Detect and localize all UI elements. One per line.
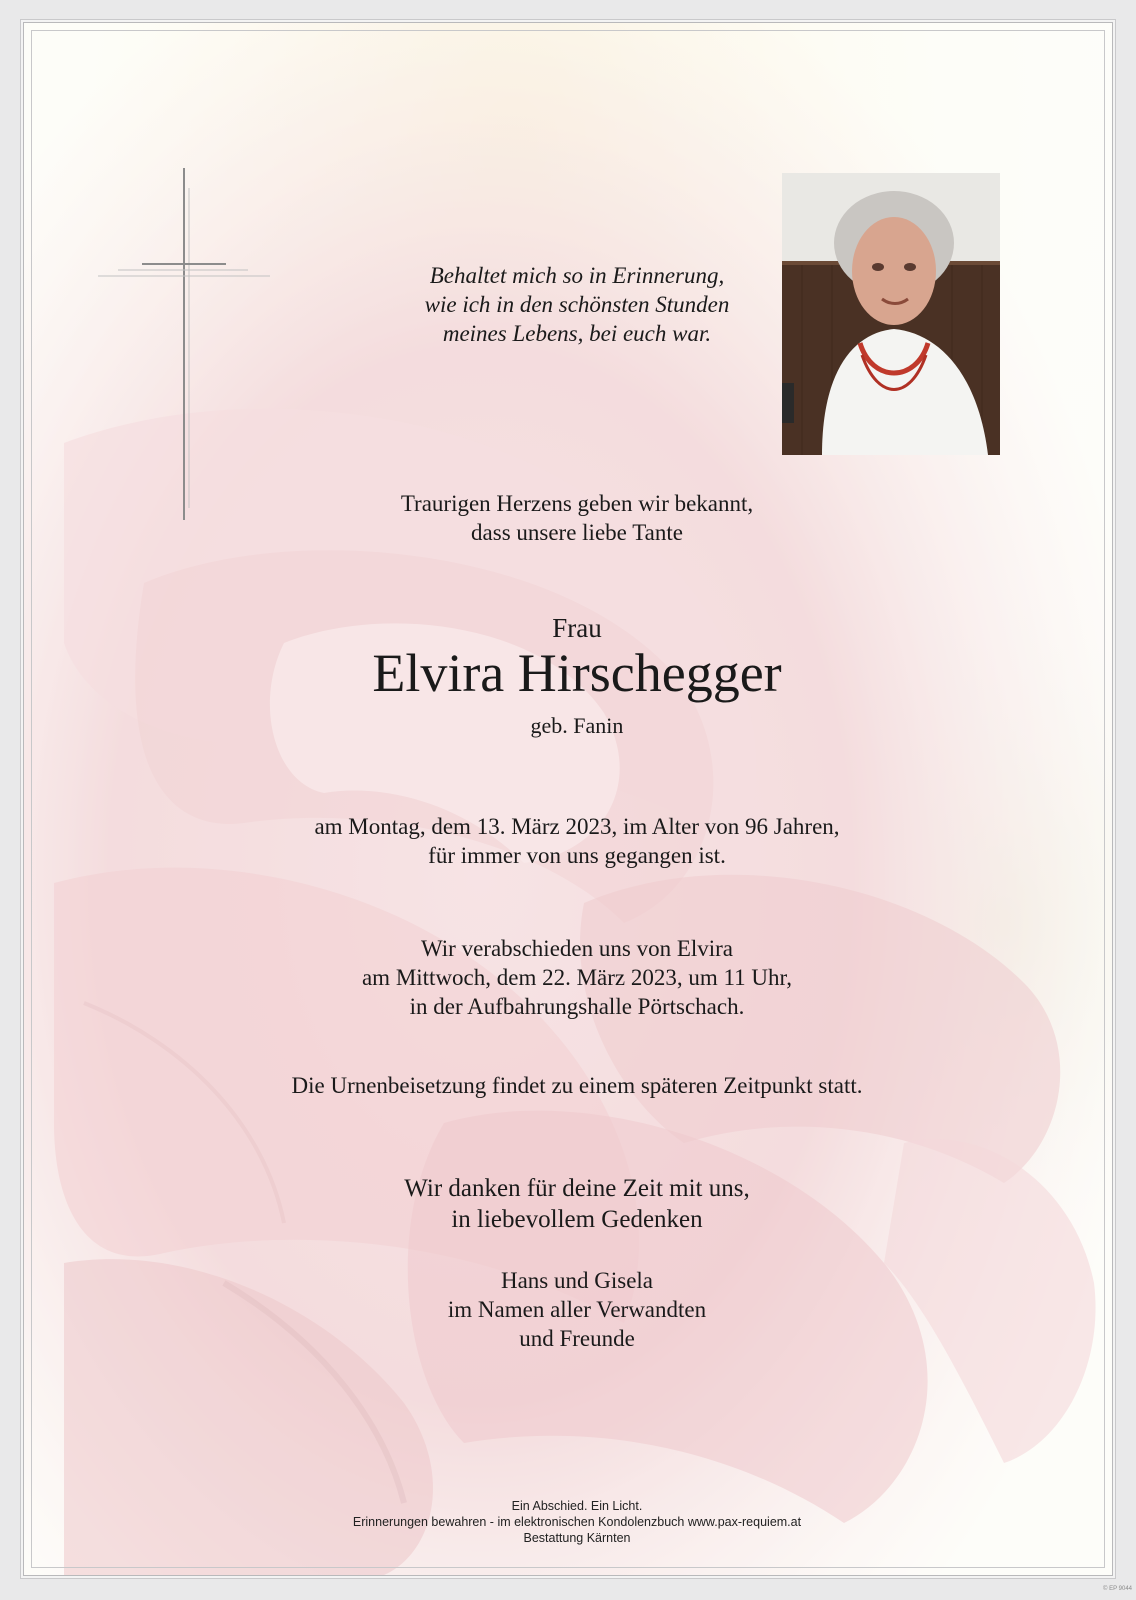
birth-name: geb. Fanin — [530, 713, 624, 738]
announcement-line: dass unsere liebe Tante — [471, 520, 683, 545]
footer — [232, 1498, 922, 1546]
signer-line: Hans und Gisela — [500, 1268, 654, 1293]
quote-line: meines Lebens, bei euch war. — [442, 321, 712, 346]
signer-line: und Freunde — [519, 1326, 635, 1351]
quote-line: Behaltet mich so in Erinnerung, — [429, 263, 725, 288]
farewell-line: am Mittwoch, dem 22. März 2023, um 11 Uhr, — [361, 965, 793, 990]
urn-burial-notice: Die Urnenbeisetzung findet zu einem späteren Zeitpunkt statt. — [291, 1073, 863, 1098]
quote-line: wie ich in den schönsten Stunden — [424, 292, 730, 317]
latin-cross-icon — [98, 168, 270, 520]
signers — [282, 1266, 872, 1353]
salutation: Frau — [552, 613, 602, 643]
announcement — [282, 489, 872, 547]
death-notice-line: für immer von uns gegangen ist. — [428, 843, 726, 868]
thanks-line: in liebevollem Gedenken — [451, 1206, 703, 1233]
death-notice-line: am Montag, dem 13. März 2023, im Alter von 96 Jahren, — [314, 814, 840, 839]
footer-slogan: Ein Abschied. Ein Licht. — [511, 1499, 643, 1513]
thanks-message — [282, 1173, 872, 1235]
memorial-quote — [282, 261, 872, 348]
death-notice — [182, 812, 972, 870]
announcement-line: Traurigen Herzens geben wir bekannt, — [400, 491, 754, 516]
signer-line: im Namen aller Verwandten — [447, 1297, 707, 1322]
obituary-sheet — [23, 22, 1113, 1576]
farewell-line: Wir verabschieden uns von Elvira — [420, 936, 734, 961]
deceased-name: Elvira Hirschegger — [372, 643, 782, 703]
farewell-ceremony — [182, 934, 972, 1021]
thanks-line: Wir danken für deine Zeit mit uns, — [404, 1175, 750, 1202]
footer-condolence-link[interactable]: Erinnerungen bewahren - im elektronischen Kondolenzbuch www.pax-requiem.at — [352, 1515, 802, 1529]
farewell-line: in der Aufbahrungshalle Pörtschach. — [409, 994, 745, 1019]
footer-undertaker: Bestattung Kärnten — [523, 1531, 631, 1545]
template-code: © EP 9044 — [1103, 1586, 1132, 1592]
